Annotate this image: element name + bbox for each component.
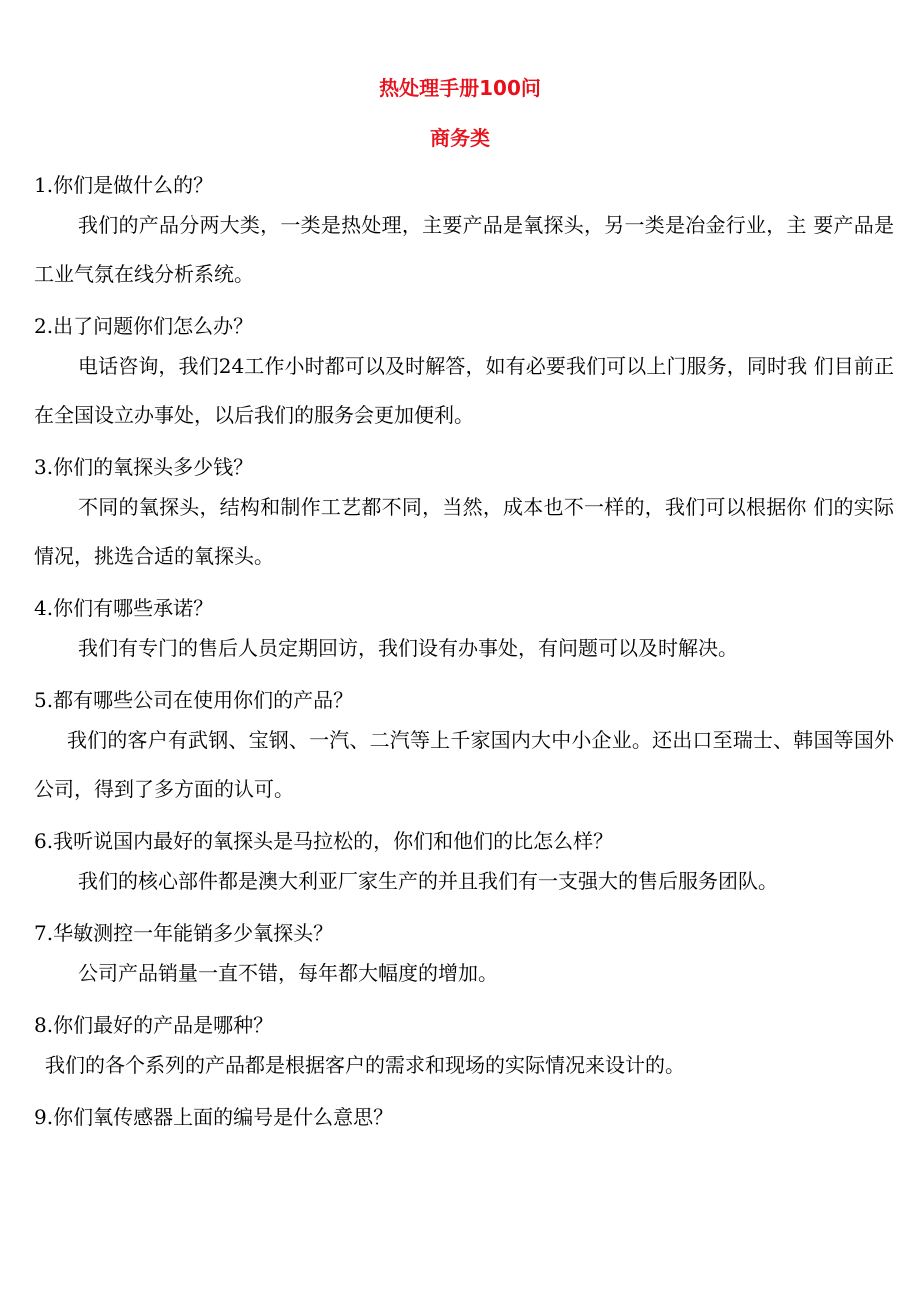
answer-2: 电话咨询，我们24工作小时都可以及时解答，如有必要我们可以上门服务，同时我 们目前正在全国设立办事处，以后我们的服务会更加便利。 [34,354,894,427]
answer-1: 我们的产品分两大类，一类是热处理，主要产品是氧探头，另一类是冶金行业，主 要产品是工业气氛在线分析系统。 [34,213,894,286]
answer-4: 我们有专门的售后人员定期回访，我们设有办事处，有问题可以及时解决。 [78,636,738,660]
question-7: 7.华敏测控一年能销多少氧探头？ [34,921,334,945]
question-8: 8.你们最好的产品是哪种？ [34,1013,274,1037]
answer-6: 我们的核心部件都是澳大利亚厂家生产的并且我们有一支强大的售后服务团队。 [78,869,778,893]
qa-list [0,170,920,1133]
question-3: 3.你们的氧探头多少钱？ [34,455,254,479]
question-2: 2.出了问题你们怎么办？ [34,314,254,338]
answer-8: 我们的各个系列的产品都是根据客户的需求和现场的实际情况来设计的。 [45,1053,685,1077]
answer-5: 我们的客户有武钢、宝钢、一汽、二汽等上千家国内大中小企业。还出口至瑞士、韩国等国外公司，得到了多方面的认可。 [34,728,894,801]
question-9: 9.你们氧传感器上面的编号是什么意思？ [34,1105,394,1129]
answer-3: 不同的氧探头，结构和制作工艺都不同，当然，成本也不一样的，我们可以根据你 们的实际情况，挑选合适的氧探头。 [34,495,894,568]
answer-7: 公司产品销量一直不错，每年都大幅度的增加。 [78,961,498,985]
section-title: 商务类 [430,126,490,150]
question-6: 6.我听说国内最好的氧探头是马拉松的，你们和他们的比怎么样？ [34,829,614,853]
question-1: 1.你们是做什么的？ [34,173,214,197]
document-title: 热处理手册100问 [379,76,541,100]
question-4: 4.你们有哪些承诺？ [34,596,214,620]
question-5: 5.都有哪些公司在使用你们的产品？ [34,688,354,712]
